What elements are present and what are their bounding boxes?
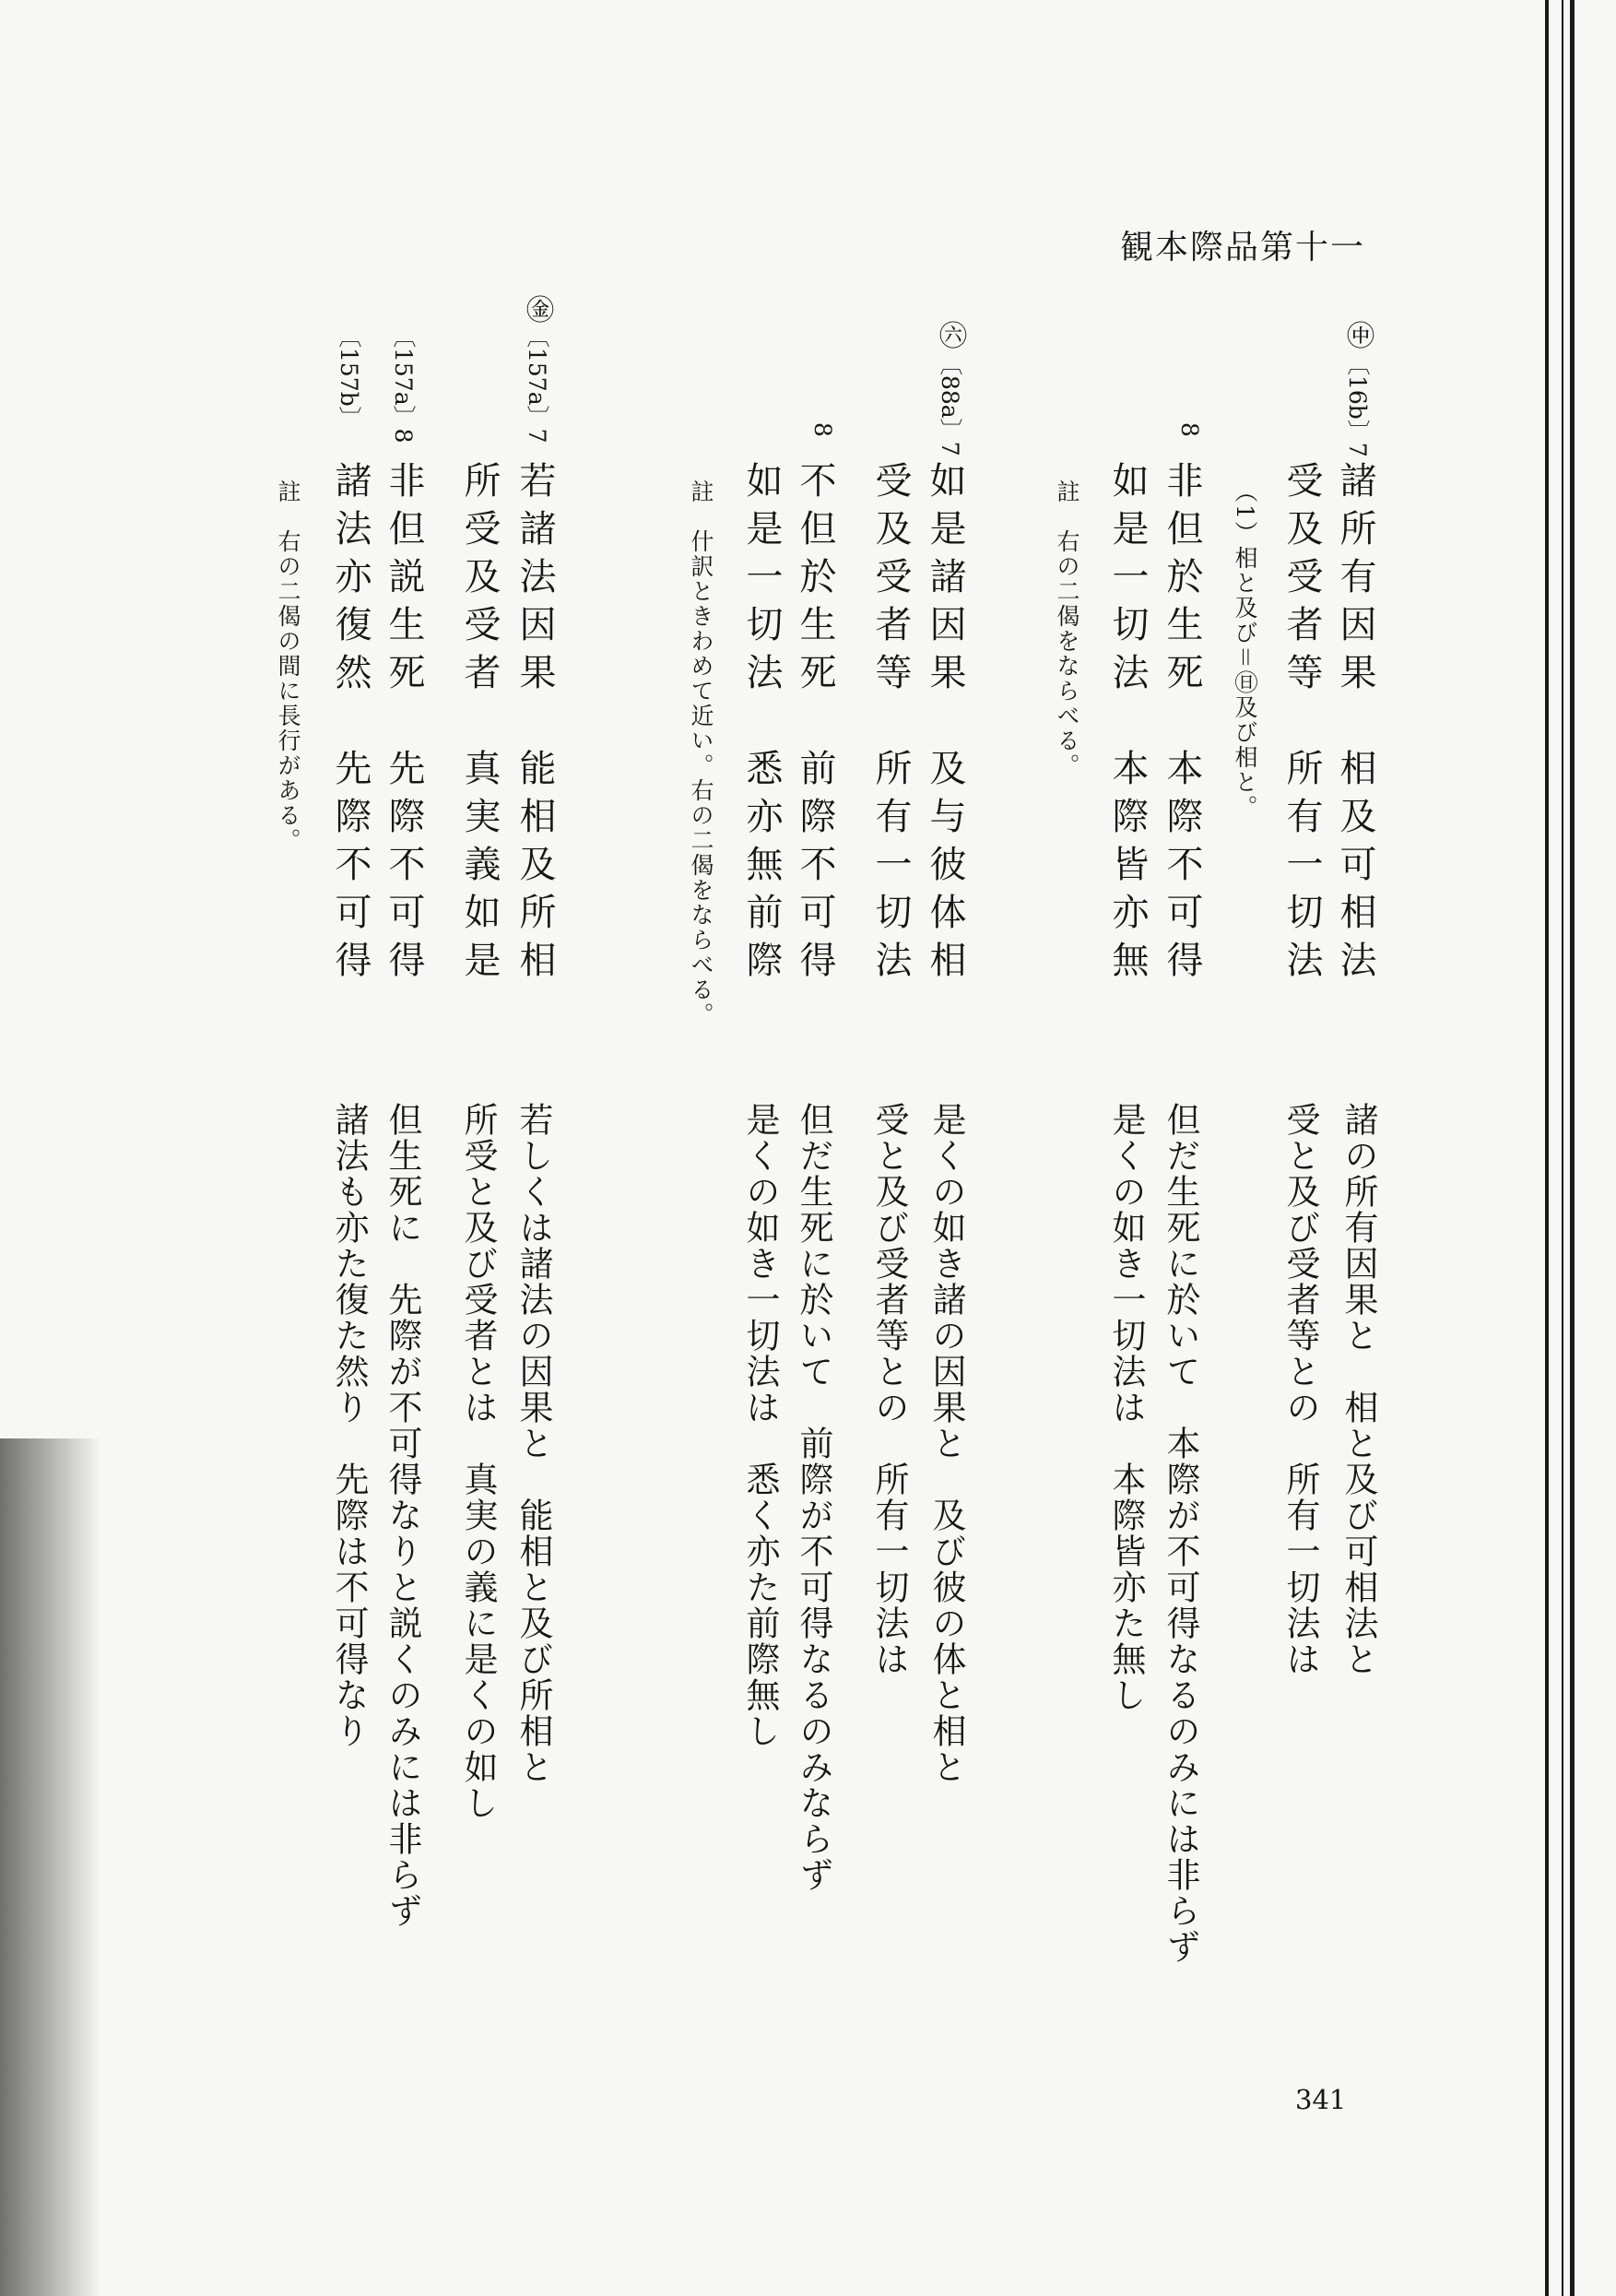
translation-line: 但生死に 先際が不可得なりと説くのみには非らず: [383, 1102, 422, 1929]
footnote: （1）相と及び＝㊐及び相と。: [1232, 479, 1258, 820]
right-rule-2: [1562, 0, 1563, 2296]
note: 註 什訳ときわめて近い。右の二偈をならべる。: [688, 479, 714, 1027]
ref-label: 8: [1176, 422, 1203, 437]
verse-line: 諸所有因果 相及可相法: [1334, 461, 1376, 988]
verse-line: 非但説生死 先際不可得: [383, 461, 425, 988]
scan-edge-shadow: [0, 1438, 101, 2296]
translation-line: 諸法も亦た復た然り 先際は不可得なり: [329, 1102, 369, 1749]
page-number: 341: [1295, 2084, 1347, 2115]
verse-line: 不但於生死 前際不可得: [794, 461, 836, 988]
translation-line: 若しくは諸法の因果と 能相と及び所相と: [513, 1102, 553, 1785]
translation-line: 但だ生死に於いて 前際が不可得なるのみならず: [794, 1102, 833, 1893]
verse-line: 如是一切法 悉亦無前際: [740, 461, 783, 988]
source-mark: ㊥: [1341, 321, 1374, 349]
translation-line: 是くの如き一切法は 本際皆亦た無し: [1106, 1102, 1146, 1713]
verse-line: 如是諸因果 及与彼体相: [924, 461, 966, 988]
translation-line: 是くの如き一切法は 悉く亦た前際無し: [740, 1102, 780, 1749]
chapter-title: 観本際品第十一: [1120, 229, 1366, 266]
verse-line: 受及受者等 所有一切法: [1280, 461, 1323, 988]
ref-label: 〔88a〕7: [937, 352, 963, 456]
ref-label: 〔157a〕8: [390, 325, 417, 444]
right-rule-1: [1545, 0, 1549, 2296]
verse-line: 若諸法因果 能相及所相: [513, 461, 556, 988]
verse-line: 非但於生死 本際不可得: [1161, 461, 1203, 988]
translation-line: 諸の所有因果と 相と及び可相法と: [1339, 1102, 1378, 1677]
translation-line: 是くの如き諸の因果と 及び彼の体と相と: [926, 1102, 966, 1785]
ref-label: 8: [809, 422, 836, 437]
ref-label: 〔16b〕7: [1344, 352, 1371, 457]
translation-line: 所受と及び受者とは 真実の義に是くの如し: [458, 1102, 498, 1821]
ref-label: 〔157a〕7: [524, 325, 550, 444]
source-mark: ㊎: [521, 295, 553, 323]
translation-line: 受と及び受者等との 所有一切法は: [1280, 1102, 1320, 1677]
note: 註 右の二偈をならべる。: [1054, 479, 1080, 778]
source-mark: ㊅: [934, 321, 966, 349]
right-rule-3: [1570, 0, 1575, 2296]
note: 註 右の二偈の間に長行がある。: [275, 479, 301, 853]
translation-line: 受と及び受者等との 所有一切法は: [869, 1102, 909, 1677]
verse-line: 受及受者等 所有一切法: [869, 461, 912, 988]
ref-label: 〔157b〕: [336, 325, 362, 430]
verse-line: 諸法亦復然 先際不可得: [329, 461, 372, 988]
verse-line: 如是一切法 本際皆亦無: [1106, 461, 1149, 988]
verse-line: 所受及受者 真実義如是: [458, 461, 501, 988]
translation-line: 但だ生死に於いて 本際が不可得なるのみには非らず: [1161, 1102, 1200, 1965]
